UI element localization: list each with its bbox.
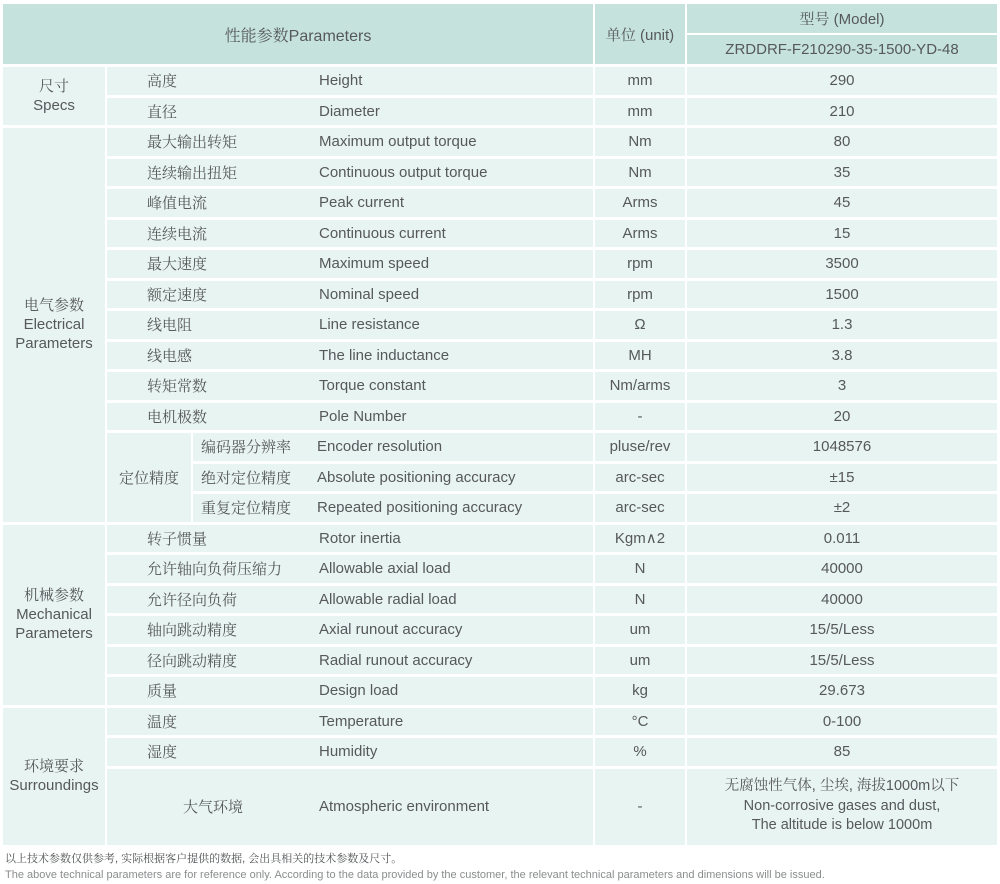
unit-cell: kg: [595, 677, 685, 705]
param-cell: [107, 708, 593, 736]
param-cell: [107, 616, 593, 644]
param-label-zh: 绝对定位精度: [201, 469, 292, 487]
param-label-en: Axial runout accuracy: [319, 621, 463, 639]
section-label-line: Electrical: [23, 316, 85, 334]
table-row: [107, 616, 997, 644]
table-row: [107, 372, 997, 400]
table-row: [107, 677, 997, 705]
value-cell: 1.3: [687, 311, 997, 339]
param-cell: [107, 342, 593, 370]
param-label-zh: 线电感: [147, 347, 193, 365]
section-label-line: Parameters: [15, 335, 93, 353]
unit-cell: Kgm∧2: [595, 525, 685, 553]
table-row: [107, 342, 997, 370]
param-label-zh: 湿度: [147, 744, 178, 762]
param-cell: [107, 67, 593, 95]
table-row: [107, 769, 997, 845]
param-cell: [107, 281, 593, 309]
value-cell: 85: [687, 738, 997, 766]
header-model-column: [687, 4, 997, 64]
table-row: [107, 128, 997, 156]
param-label-zh: 允许轴向负荷压缩力: [147, 561, 283, 579]
section-label-line: 环境要求: [23, 757, 84, 775]
value-line: Non-corrosive gases and dust,: [743, 797, 941, 814]
unit-cell: N: [595, 586, 685, 614]
param-label-zh: 线电阻: [147, 317, 193, 335]
unit-cell: Ω: [595, 311, 685, 339]
table-row: [107, 555, 997, 583]
unit-cell: Nm: [595, 128, 685, 156]
unit-cell: Arms: [595, 189, 685, 217]
param-label-en: Pole Number: [319, 407, 407, 425]
param-label-en: Radial runout accuracy: [319, 651, 473, 669]
param-label-en: Absolute positioning accuracy: [317, 468, 516, 486]
value-cell: 15/5/Less: [687, 616, 997, 644]
param-label-zh: 直径: [147, 103, 178, 121]
param-label-en: Temperature: [319, 712, 404, 730]
table-row: [107, 708, 997, 736]
footer-note-en: The above technical parameters are for reference only. According to the data provided by the customer, the relevant technical parameters and dimensions will be issued.: [5, 868, 825, 881]
param-label-en: Torque constant: [319, 377, 426, 395]
value-cell: 210: [687, 98, 997, 126]
section-rows: [107, 67, 997, 125]
group-label: 定位精度: [107, 433, 191, 522]
table-row: [107, 311, 997, 339]
param-label-en: Repeated positioning accuracy: [317, 499, 523, 517]
section-label-line: 机械参数: [23, 586, 84, 604]
table-row: [107, 189, 997, 217]
param-label-zh: 连续输出扭矩: [147, 164, 238, 182]
param-label-zh: 质量: [147, 683, 178, 701]
value-cell: 40000: [687, 555, 997, 583]
section: [3, 67, 997, 125]
unit-cell: pluse/rev: [595, 433, 685, 461]
section-label: [3, 525, 105, 705]
section-label: [3, 128, 105, 522]
param-cell: [107, 159, 593, 187]
table-row: [107, 159, 997, 187]
table-row: [107, 250, 997, 278]
param-label-en: Rotor inertia: [319, 529, 401, 547]
unit-cell: N: [595, 555, 685, 583]
value-cell: 1500: [687, 281, 997, 309]
param-label-en: Peak current: [319, 194, 405, 212]
param-cell: [193, 494, 593, 522]
param-label-en: Allowable radial load: [319, 590, 457, 608]
param-label-en: Line resistance: [319, 316, 420, 334]
value-cell: 80: [687, 128, 997, 156]
value-cell: [687, 769, 997, 845]
param-label-zh: 温度: [147, 713, 178, 731]
unit-cell: mm: [595, 67, 685, 95]
unit-cell: arc-sec: [595, 464, 685, 492]
unit-cell: -: [595, 403, 685, 431]
param-label-en: Diameter: [319, 102, 380, 120]
param-label-en: Maximum speed: [319, 255, 430, 273]
param-cell: [107, 189, 593, 217]
section-label-line: Parameters: [15, 625, 93, 643]
param-label-en: Humidity: [319, 743, 378, 761]
param-cell: [107, 372, 593, 400]
unit-cell: Nm/arms: [595, 372, 685, 400]
table-header-row: [3, 4, 997, 64]
value-cell: 20: [687, 403, 997, 431]
header-model-label: 型号 (Model): [687, 4, 997, 33]
param-label-zh: 重复定位精度: [201, 500, 292, 518]
value-cell: 3500: [687, 250, 997, 278]
unit-cell: Nm: [595, 159, 685, 187]
unit-cell: mm: [595, 98, 685, 126]
param-cell: [193, 433, 593, 461]
value-cell: 45: [687, 189, 997, 217]
param-label-en: The line inductance: [319, 346, 450, 364]
param-cell: [107, 98, 593, 126]
value-cell: 15: [687, 220, 997, 248]
section-label: [3, 67, 105, 125]
unit-cell: um: [595, 616, 685, 644]
param-cell: [107, 647, 593, 675]
param-cell: [107, 220, 593, 248]
param-cell: [107, 250, 593, 278]
param-label-zh: 径向跳动精度: [147, 652, 238, 670]
value-cell: 40000: [687, 586, 997, 614]
group-rows: [193, 433, 997, 522]
table-row: [107, 586, 997, 614]
param-cell: [107, 128, 593, 156]
param-label-en: Atmospheric environment: [319, 798, 490, 815]
param-label-zh: 轴向跳动精度: [147, 622, 238, 640]
table-row: [193, 464, 997, 492]
param-cell: [193, 464, 593, 492]
section-label-line: Specs: [33, 97, 75, 114]
value-cell: 3: [687, 372, 997, 400]
value-cell: ±2: [687, 494, 997, 522]
table-row: [107, 403, 997, 431]
param-label-zh: 转矩常数: [147, 378, 208, 396]
param-label-zh: 连续电流: [147, 225, 208, 243]
footer-notes: [5, 852, 995, 884]
value-cell: 29.673: [687, 677, 997, 705]
param-label-en: Encoder resolution: [317, 438, 443, 456]
param-label-zh: 电机极数: [147, 408, 208, 426]
param-cell: [107, 403, 593, 431]
value-line: 无腐蚀性气体, 尘埃, 海拔1000m以下: [724, 778, 960, 795]
value-cell: 15/5/Less: [687, 647, 997, 675]
table-row: [107, 67, 997, 95]
value-cell: 1048576: [687, 433, 997, 461]
table-row: [107, 220, 997, 248]
param-label-zh: 高度: [147, 73, 178, 91]
section-rows: [107, 708, 997, 845]
table-row: [107, 98, 997, 126]
unit-cell: -: [595, 769, 685, 845]
param-label-en: Continuous output torque: [319, 163, 488, 181]
spec-table: [3, 4, 997, 848]
param-label-en: Height: [319, 72, 363, 90]
unit-cell: %: [595, 738, 685, 766]
section-rows: [107, 128, 997, 522]
param-cell: [107, 525, 593, 553]
section-label-line: Surroundings: [9, 777, 99, 794]
unit-cell: rpm: [595, 281, 685, 309]
param-label-zh: 最大速度: [147, 256, 208, 274]
section-label-line: Mechanical: [16, 605, 92, 623]
header-unit-label: 单位 (unit): [595, 4, 685, 64]
value-cell: 0.011: [687, 525, 997, 553]
section: [3, 525, 997, 705]
unit-cell: °C: [595, 708, 685, 736]
param-cell: [107, 586, 593, 614]
param-label-zh: 允许径向负荷: [147, 591, 238, 609]
section: [3, 128, 997, 522]
param-label-en: Maximum output torque: [319, 133, 477, 151]
param-label-zh: 转子惯量: [147, 530, 208, 548]
param-cell: [107, 738, 593, 766]
header-model-value: ZRDDRF-F210290-35-1500-YD-48: [687, 35, 997, 64]
section-rows: [107, 525, 997, 705]
unit-cell: um: [595, 647, 685, 675]
param-cell: [107, 555, 593, 583]
param-cell: [107, 769, 593, 845]
table-row: [107, 738, 997, 766]
value-cell: ±15: [687, 464, 997, 492]
footer-note-zh: 以上技术参数仅供参考, 实际根据客户提供的数据, 会出具相关的技术参数及尺寸。: [5, 853, 403, 865]
param-label-zh: 大气环境: [182, 799, 243, 816]
spec-table-body: [3, 67, 997, 845]
param-label-zh: 最大输出转矩: [147, 134, 238, 152]
param-cell: [107, 311, 593, 339]
value-cell: 3.8: [687, 342, 997, 370]
section: [3, 708, 997, 845]
value-cell: 35: [687, 159, 997, 187]
param-label-en: Design load: [319, 682, 399, 700]
table-row: [107, 525, 997, 553]
section-label: [3, 708, 105, 845]
param-label-zh: 峰值电流: [147, 195, 208, 213]
table-row: [107, 281, 997, 309]
value-line: The altitude is below 1000m: [751, 817, 933, 834]
positioning-accuracy-group: [107, 433, 997, 522]
param-label-en: Continuous current: [319, 224, 446, 242]
param-label-en: Nominal speed: [319, 285, 420, 303]
param-label-zh: 编码器分辨率: [201, 439, 292, 457]
unit-cell: Arms: [595, 220, 685, 248]
section-label-line: 尺寸: [38, 77, 69, 95]
unit-cell: MH: [595, 342, 685, 370]
table-row: [107, 647, 997, 675]
param-label-en: Allowable axial load: [319, 560, 451, 578]
value-cell: 290: [687, 67, 997, 95]
table-row: [193, 433, 997, 461]
param-label-zh: 额定速度: [147, 286, 208, 304]
section-label-line: 电气参数: [23, 296, 84, 314]
table-row: [193, 494, 997, 522]
unit-cell: arc-sec: [595, 494, 685, 522]
header-parameters-label: 性能参数Parameters: [3, 4, 593, 64]
unit-cell: rpm: [595, 250, 685, 278]
param-cell: [107, 677, 593, 705]
value-cell: 0-100: [687, 708, 997, 736]
